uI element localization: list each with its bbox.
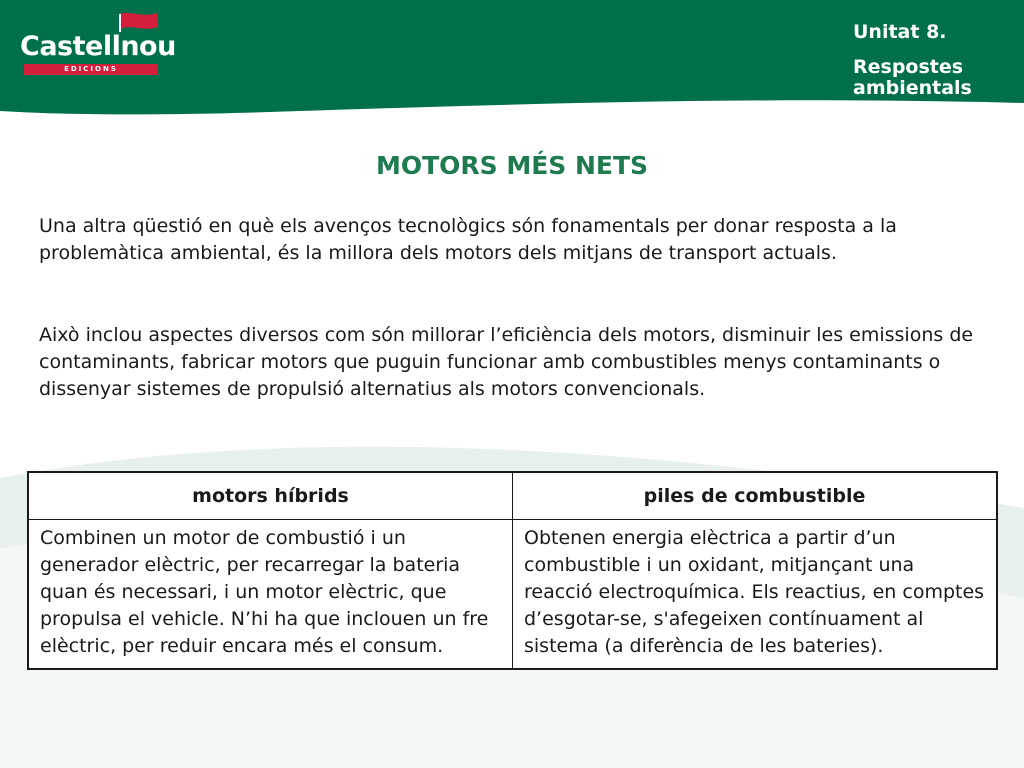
logo-wordmark: Castellnou [20,31,176,62]
header-fuel-cells: piles de combustible [513,472,998,520]
header-hybrid-motors: motors híbrids [28,472,513,520]
page-title: MOTORS MÉS NETS [375,151,649,180]
table-row [28,520,997,670]
aspects-paragraph: Això inclou aspectes diversos com són millorar l’eficiència dels motors, disminuir les emissions de contaminants, fabricar motors que puguin funcionar amb combustibles menys contaminants o dissenyar sistemes de propulsió alternatius als motors convencionals. [39,324,974,400]
unit-header [853,21,1013,99]
unit-title: Unitat 8. [853,21,947,43]
table-header-row [28,472,997,520]
cell-fuel-cells: Obtenen energia elèctrica a partir d’un combustible i un oxidant, mitjançant una reacció electroquímica. Els reactius, en comptes d’esgotar-se, s'afegeixen contínuament al sistema (a diferència de les bateries). [513,520,998,670]
castellnou-logo [20,10,176,78]
unit-subtitle: Respostes ambientals [853,56,972,99]
logo-sub-bar [24,64,158,75]
comparison-table [27,471,998,670]
intro-paragraph: Una altra qüestió en què els avenços tecnològics són fonamentals per donar resposta a la problemàtica ambiental, és la millora dels motors dels mitjans de transport actuals. [39,215,897,264]
cell-hybrid-motors: Combinen un motor de combustió i un generador elèctric, per recarregar la bateria quan és necessari, i un motor elèctric, que propulsa el vehicle. N’hi ha que inclouen un fre elèctric, per reduir encara més el consum. [28,520,513,670]
logo-subtitle: EDICIONS [64,65,118,73]
